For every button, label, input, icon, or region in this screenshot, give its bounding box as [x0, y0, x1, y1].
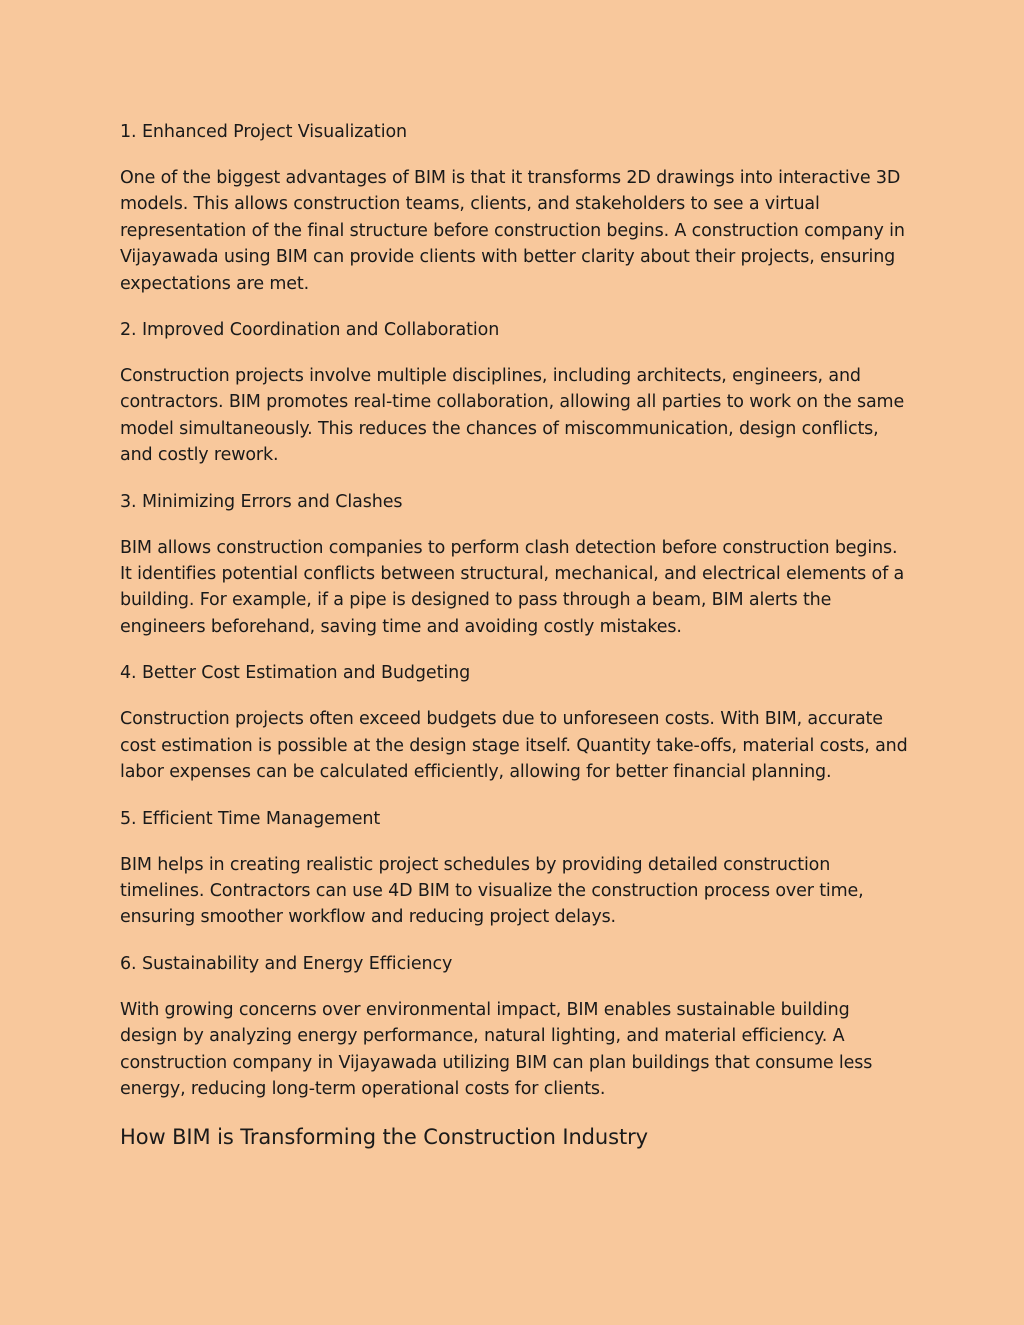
section-body-3: BIM allows construction companies to perform clash detection before construction begins. It identifies potential conflicts between structural, mechanical, and electrical elements of a building. For example, if a pipe is designed to pass through a beam, BIM alerts the engineers beforehand, saving time and avoiding costly mistakes. — [120, 537, 905, 637]
section-body-4: Construction projects often exceed budgets due to unforeseen costs. With BIM, accurate cost estimation is possible at the design stage itself. Quantity take-offs, material costs, and labor expenses can be calculated efficiently, allowing for better financial planning. — [120, 709, 908, 783]
section-heading-3: 3. Minimizing Errors and Clashes — [120, 491, 403, 512]
section-body-5: BIM helps in creating realistic project schedules by providing detailed construction timelines. Contractors can use 4D BIM to visualize the construction process over time, ensuring smoother workflow and reducing project delays. — [120, 854, 864, 928]
closing-section-title: How BIM is Transforming the Construction Industry — [120, 1125, 648, 1150]
document-page — [120, 119, 910, 1152]
section-body-1: One of the biggest advantages of BIM is that it transforms 2D drawings into interactive 3D models. This allows construction teams, clients, and stakeholders to see a virtual representation of the final structure before construction begins. A construction company in Vijayawada using BIM can provide clients with better clarity about their projects, ensuring expectations are met. — [120, 168, 905, 294]
section-heading-2: 2. Improved Coordination and Collaboration — [120, 320, 500, 341]
section-heading-4: 4. Better Cost Estimation and Budgeting — [120, 663, 471, 684]
section-body-6: With growing concerns over environmental impact, BIM enables sustainable building design by analyzing energy performance, natural lighting, and material efficiency. A construction company in Vijayawada utilizing BIM can plan buildings that consume less energy, reducing long-term operational costs for clients. — [120, 999, 873, 1099]
section-heading-1: 1. Enhanced Project Visualization — [120, 122, 408, 142]
section-body-2: Construction projects involve multiple disciplines, including architects, engineers, and contractors. BIM promotes real-time collaboration, allowing all parties to work on the same model simultaneously. This reduces the chances of miscommunication, design conflicts, and costly rework. — [120, 366, 905, 466]
section-heading-5: 5. Efficient Time Management — [120, 808, 381, 829]
section-heading-6: 6. Sustainability and Energy Efficiency — [120, 953, 453, 974]
